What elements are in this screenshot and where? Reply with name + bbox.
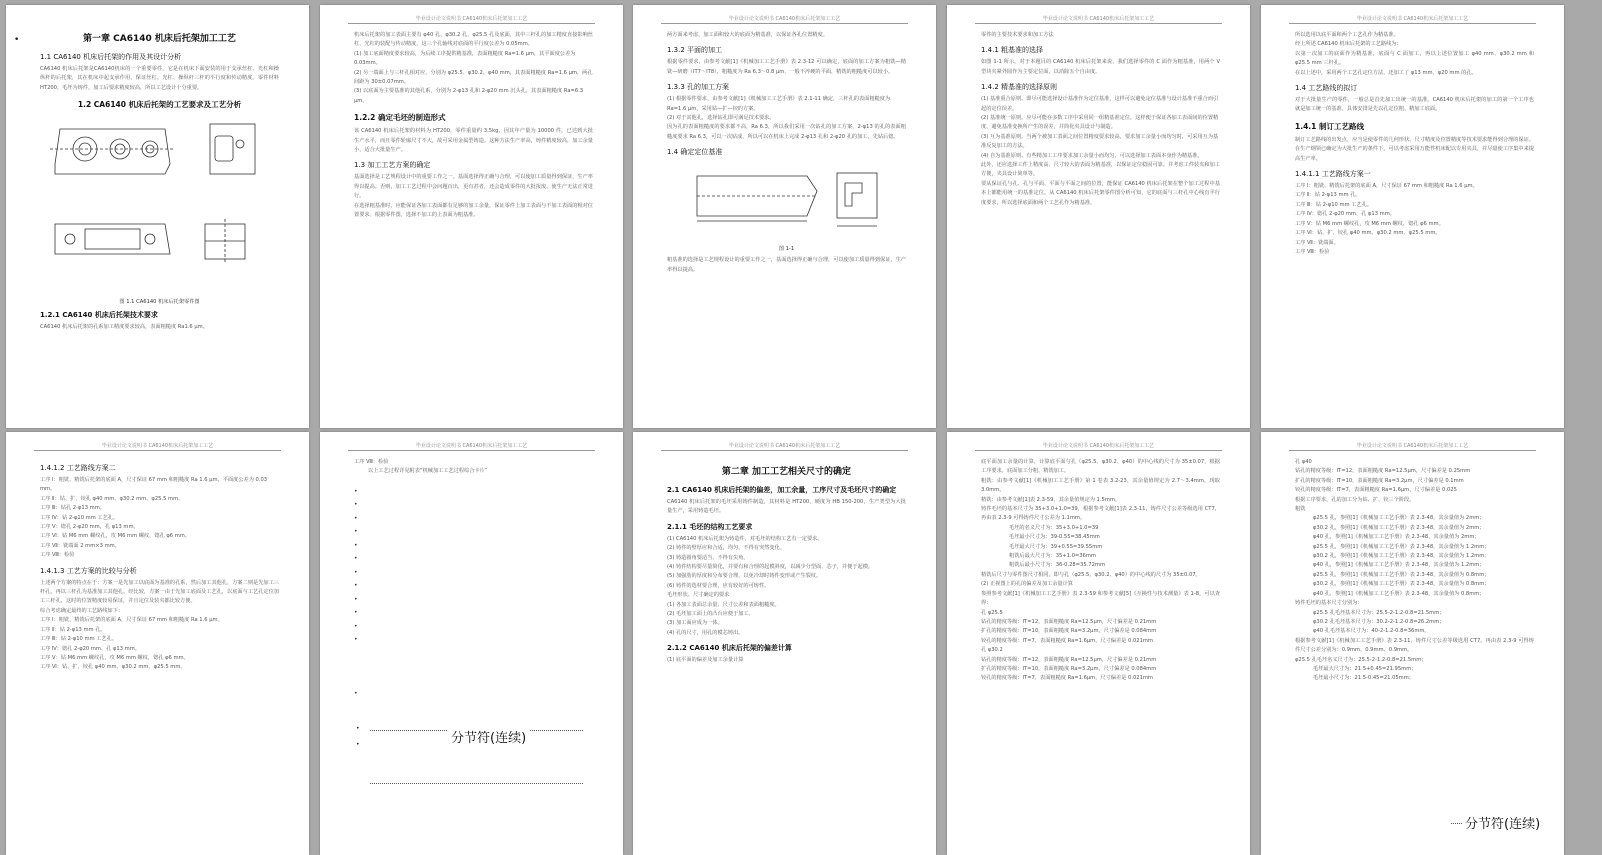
body-paragraph: CA6140 机床后托架是CA6140机床的一个重要零件，它是在机床下面安装的用于支承丝杠、光杠和操纵杆的后托架，其在机床中起支承作用，保证丝杠、光杠、操纵杆三杆的平行度和传动精度。零件材料HT200，毛坯为铸件，加工后要求精度较高，所以工艺设计十分重要。 (40, 66, 279, 91)
page-header: 毕业设计论文说明书 CA6140机床后托架加工工艺 (661, 442, 908, 451)
hole-label: 孔 φ30.2 (981, 647, 1003, 654)
figure-caption: 图 1.1 CA6140 机床后托架零件图 (119, 299, 200, 306)
list-item: (2) 铸件的壁厚应和合适，均匀，不得有突然变化。 (667, 545, 785, 552)
list-item: (3) 铸造圆角要适当，不得有尖角。 (667, 554, 749, 561)
document-page-10 (1261, 432, 1564, 855)
calc-line: 毛坯最小尺寸为：21.5-0.45=21.05mm； (1313, 675, 1414, 682)
dimension-line: 粗铣后最大尺寸为：35+1.0=36mm (1009, 553, 1096, 560)
body-paragraph: 对于大批量生产的零件，一般总是首先加工出统一的基准。CA6140 机床后托架的加工的第一个工序也就是加工统一的基准，具体安排是先以孔定位粗、精加工底面。 (1295, 97, 1534, 113)
body-paragraph: 上述两个方案的特点在于：方案一是先加工以底面为基准的孔系，然后加工其他孔，方案二则是先加工三杆孔，再以三杆孔为基准加工其他孔。经比较，方案一由于先加工底面及工艺孔，以底面与工艺孔定位加工三杆孔，这时的位置精度较易保证，并且定位及装夹都比较方便。 (40, 579, 279, 605)
allowance-line: φ40 孔，参照[1]《机械加工工艺手册》表 2.3-48，其余量值为 0.8mm； (1313, 590, 1485, 597)
paragraph-mark: • (14, 35, 20, 45)
route-step: 工序 Ⅶ：铣端面。 (1295, 239, 1339, 246)
body-paragraph: 粗基准的选择是工艺规程设计的重要工作之一，基面选择得正确与合理，可以使加工质量得到保证，生产率得以提高。 (667, 257, 906, 273)
body-paragraph: 参照参考文献[1]《机械加工工艺手册》表 2.3-59 和参考文献[5]《互换性与技术测量》表 1-8，可以查得： (981, 590, 1220, 607)
route-step: 工序 Ⅵ：钻、扩、铰孔 φ40 mm、φ30.2 mm、φ25.5 mm。 (1295, 230, 1441, 237)
document-page-6 (6, 432, 309, 855)
body-paragraph: 经上所述 CA6140 机床后托架的工艺路线为： (1295, 41, 1402, 48)
allowance-line: φ25.5 孔，参照[1]《机械加工工艺手册》表 2.3-48，其余量值为 2mm； (1313, 515, 1485, 522)
page-header: 毕业设计论文说明书 CA6140机床后托架加工工艺 (1289, 442, 1536, 451)
body-paragraph: 如图 1-1 所示，对于本题目的 CA6140 机床后托架来说，我们选择零件的 C 面作为粗基准，用两个 V 型块夹紧外圆作为主要定位面，以消除五个自由度。 (981, 59, 1220, 75)
route-step: 工序 Ⅳ：钻 2-φ10 mm 工艺孔。 (40, 514, 119, 521)
dimension-line: 毛坯最小尺寸为：39-0.55=38.45mm (1009, 534, 1100, 541)
route-step: 工序 Ⅴ：锪孔 2-φ20 mm，孔 φ13 mm。 (40, 524, 139, 531)
figure-caption: 图 1-1 (778, 246, 795, 253)
dimension-line: 粗铣后最小尺寸为：36-0.28=35.72mm (1009, 562, 1106, 569)
tolerance-line: 铰孔的精度等级：IT=7，表面粗糙度 Ra=1.6μm，尺寸偏差是 0.021mm (981, 637, 1153, 644)
tolerance-line: 钻孔的精度等级：IT=12，表面粗糙度 Ra=12.5μm，尺寸偏差是 0.25mm (1295, 468, 1471, 475)
body-paragraph: 精铣后尺寸与零件图尺寸相同，即与孔（φ25.5、φ30.2、φ40）的中心线的尺寸为 35±0.07。 (981, 571, 1201, 578)
calc-line: φ30.2 孔毛坯基本尺寸为：30.2-2-1.2-0.8=26.2mm； (1313, 618, 1445, 625)
body-paragraph: 根据零件要求，由参考文献[1]《机械加工工艺手册》表 2.3-12 可以确定，底面的加工方案为粗铣—精铣—研磨（IT7～IT8），粗糙度为 Ra 6.3～0.8 μm，一般不淬硬的平面，精铣的粗糙度可以较小。 (667, 59, 906, 75)
route-step: 工序 Ⅵ：钻、扩、铰孔 φ40 mm、φ30.2 mm、φ25.5 mm。 (40, 664, 186, 671)
section-heading: 1.4.2 精基准的选择原则 (981, 83, 1058, 92)
page-header: 毕业设计论文说明书 CA6140机床后托架加工工艺 (34, 442, 281, 451)
body-paragraph: 零件的主要技术要求和加工方法 (981, 32, 1054, 38)
body-paragraph: 以上工艺过程详见附表“机械加工工艺过程综合卡片” (368, 468, 488, 475)
route-step: 工序 Ⅱ：钻 2-φ13 mm 孔。 (40, 626, 106, 633)
body-paragraph: 根据参考文献[1]《机械加工工艺手册》表 2.3-11，铸件尺寸公差等级选用 CT7。再由表 2.3-9 可得铸件尺寸公差分别为：0.9mm、0.9mm、0.9mm。 (1295, 637, 1534, 654)
list-item: (1) 根据零件要求，由参考文献[1]《机械加工工艺手册》表 2.1-11 确定，三杆孔的表面粗糙度为 Ra=1.6 μm，采用钻—扩—铰的方案。 (667, 96, 891, 112)
section-heading: 1.4 确定定位基准 (667, 148, 723, 157)
tolerance-line: 扩孔的精度等级：IT=10，表面粗糙度 Ra=3.2μm，尺寸偏差是 0.1mm (1295, 477, 1464, 484)
route-step: 工序 Ⅱ：钻 2-φ13 mm 孔。 (1295, 192, 1361, 199)
section-heading: 1.4.1 制订工艺路线 (1295, 121, 1364, 131)
route-step: 工序 Ⅳ：锪孔 2-φ20 mm、孔 φ13 mm。 (40, 645, 140, 652)
document-page-2 (320, 5, 623, 428)
list-heading: 粗铣 (1295, 506, 1306, 513)
body-paragraph: 在以上述中，采用两个工艺孔定位方法，还加工了 φ13 mm、φ20 mm 的孔。 (1295, 69, 1477, 76)
route-step: 工序 Ⅰ：粗铣、精铣后托架的底面 A，尺寸保证 67 mm 和粗糙度 Ra 1.6 μm。 (40, 617, 223, 624)
paragraph-mark: • (356, 725, 360, 732)
section-heading: 1.4 工艺路线的拟订 (1295, 84, 1358, 93)
list-item: (1) 基准重合原则。即尽可能选择设计基准作为定位基准，这样可以避免定位基准与设计基准不重合而引起的定位误差。 (981, 96, 1219, 112)
list-item: (5) 加强肋的厚度和分布要合理，以免冷却时铸件变形或产生裂纹。 (667, 573, 822, 580)
section-heading: 1.2.2 确定毛坯的制造形式 (354, 113, 446, 123)
section-heading: 1.2.1 CA6140 机床后托架技术要求 (40, 311, 158, 320)
list-item: (3) 加工面应成为一体。 (667, 620, 723, 627)
document-page-8 (633, 432, 936, 855)
allowance-line: φ25.5 孔，参照[1]《机械加工工艺手册》表 2.3-48，其余量值为 0.8mm； (1313, 571, 1490, 578)
section-break-marker[interactable]: 分节符(连续) (1462, 813, 1543, 832)
section-heading: 1.4.1 粗基准的选择 (981, 46, 1044, 55)
tolerance-line: 钻孔的精度等级：IT=12，表面粗糙度 Ra=12.5μm，尺寸偏差是 0.21mm (981, 656, 1157, 663)
route-step: 工序 Ⅵ：钻 M6 mm 螺纹孔，攻 M6 mm 螺纹，锪孔 φ6 mm。 (40, 533, 191, 540)
section-heading: 2.1.2 CA6140 机床后托架的偏差计算 (667, 644, 792, 653)
body-paragraph: 精铣：由参考文献[1]表 2.3-59，其余量值规定为 1.5mm。 (981, 496, 1121, 503)
section-break-marker[interactable]: 分节符(连续) (448, 727, 529, 746)
route-step: 工序 Ⅰ：粗铣、精铣后托架的底面 A，尺寸保证 67 mm 和粗糙度 Ra 1.6 μm。 (1295, 183, 1478, 190)
section-heading: 1.4.1.1 工艺路线方案一 (1295, 170, 1371, 179)
document-page-7 (320, 432, 623, 855)
document-page-5 (1261, 5, 1564, 428)
chapter-title: 第二章 加工工艺相关尺寸的确定 (721, 467, 852, 477)
locating-datum-figure (677, 161, 897, 241)
page-header: 毕业设计论文说明书 CA6140机床后托架加工工艺 (348, 15, 595, 24)
body-paragraph: CA6140 机床后托架的毛坯采用铸件制造，其材料是 HT200，硬度为 HB 150-200，生产类型为大批量生产，采用铸造毛坯。 (667, 499, 906, 515)
page-header: 毕业设计论文说明书 CA6140机床后托架加工工艺 (1289, 15, 1536, 24)
body-paragraph: 因为孔的表面粗糙度的要求都不高，Ra 6.3，所以我们采用一次钻孔的加工方案，2-φ13 的孔的表面粗糙度要求 Ra 6.3，可以一次钻成，所以可以在机床上完成 2-φ13 孔和 2-φ20 孔的加工，先钻后锪。 (667, 124, 906, 140)
body-paragraph: CA6140 机床后托架的孔系加工精度要求较高，表面粗糙度 Ra1.6 μm。 (40, 324, 208, 331)
empty-paragraph-marks: • • • • • • • • • • • • • (354, 487, 358, 697)
allowance-line: φ30.2 孔，参照[1]《机械加工工艺手册》表 2.3-48，其余量值为 1.2mm； (1313, 553, 1490, 560)
calc-line: φ25.5 孔毛坯名义尺寸为：25.5-2-1.2-0.8=21.5mm； (1295, 656, 1427, 663)
list-item: (2) 对于其他孔，选择钻孔即可满足技术要求。 (667, 115, 775, 122)
list-item: (1) 加工底面精度要求较高，为后续工序提供精基准，表面粗糙度 Ra=1.6 μm，其平面度公差为 0.03mm。 (354, 50, 576, 67)
list-item: (1) 各加工表面总余量、尺寸公差和表面粗糙度。 (667, 601, 780, 608)
page-header: 毕业设计论文说明书 CA6140机床后托架加工工艺 (661, 15, 908, 24)
section-heading: 1.4.1.3 工艺方案的比较与分析 (40, 566, 137, 575)
hole-label: 孔 φ25.5 (981, 609, 1003, 616)
list-heading: 铸件毛坯的基本尺寸分别为： (1295, 600, 1363, 607)
body-paragraph: 基面选择是工艺规程设计中的重要工作之一。基面选择得正确与合理，可以使加工质量得到保证，生产率得以提高。否则，加工工艺过程中会问题百出，更有甚者，还会造成零件的大批报废，使生产无法正常进行。 (354, 174, 593, 200)
route-step: 工序 Ⅲ：钻孔 2-φ13 mm。 (40, 505, 105, 512)
calc-line: 毛坯最大尺寸为：21.5+0.45=21.95mm； (1313, 665, 1417, 672)
route-step: 工序 Ⅴ：钻 M6 mm 螺纹孔，攻 M6 mm 螺纹，锪孔 φ6 mm。 (1295, 220, 1444, 227)
body-paragraph: 两方面来考虑，加工面积较大的底面为精基准，以保证各孔位置精度。 (667, 32, 828, 38)
section-heading: 2.1 CA6140 机床后托架的偏差，加工余量，工序尺寸及毛坯尺寸的确定 (667, 486, 897, 494)
section-heading: 1.3 加工工艺方案的确定 (354, 161, 431, 170)
section-heading: 1.1 CA6140 机床后托架的作用及其设计分析 (40, 53, 182, 61)
body-paragraph: 制订工艺路线的出发点，应当是使零件的几何形状、尺寸精度及位置精度等技术要求能得到合理的保证。在生产纲领已确定为大批生产的条件下，可以考虑采用万能性机床配以专用夹具，并尽量使工序集中来提高生产率。 (1295, 136, 1534, 162)
body-paragraph: 综合考虑确定最终的工艺路线如下： (40, 607, 124, 614)
section-heading: 1.3.2 平面的加工 (667, 46, 723, 55)
route-step: 工序 Ⅶ：铣端面 2 mm×3 mm。 (40, 542, 120, 549)
tolerance-line: 钻孔的精度等级：IT=12，表面粗糙度 Ra=12.5μm，尺寸偏差是 0.21mm (981, 618, 1157, 625)
page-header: 毕业设计论文说明书 CA6140机床后托架加工工艺 (348, 442, 595, 451)
body-paragraph: 以第一次加工的底面作为精基准，底面与 C 面加工，再以上述位置加工 φ40 mm、φ30.2 mm 和 φ25.5 mm 三杆孔。 (1295, 50, 1534, 67)
paragraph-mark: • (356, 741, 360, 748)
tolerance-line: 铰孔的精度等级：IT=7，表面粗糙度 Ra=1.6μm，尺寸偏差是 0.025 (1295, 487, 1457, 494)
route-step: 工序 Ⅷ：检验 (1295, 248, 1330, 255)
route-step: 工序 Ⅷ：检验 (354, 459, 389, 465)
list-item: (6) 铸件的选材要合理，应有较好的可铸性。 (667, 582, 770, 589)
allowance-line: φ30.2 孔，参照[1]《机械加工工艺手册》表 2.3-48，其余量值为 2mm； (1313, 524, 1485, 531)
allowance-line: φ40 孔，参照[1]《机械加工工艺手册》表 2.3-48，其余量值为 2mm； (1313, 534, 1480, 541)
list-item: (1) 底平面的偏差及加工余量计算 (667, 657, 744, 664)
body-paragraph: 所以选用以底平面和两个工艺孔作为精基准。 (1295, 32, 1399, 38)
tolerance-line: 扩孔的精度等级：IT=10，表面粗糙度 Ra=3.2μm，尺寸偏差是 0.084mm (981, 665, 1157, 672)
body-paragraph: 铸件毛坯的基本尺寸为 35+3.0+1.0=39，根据参考文献[1]表 2.3-11，铸件尺寸公差等级选用 CT7，再由表 2.3-9 可得铸件尺寸公差为 1.1mm。 (981, 506, 1220, 522)
body-paragraph: 根据工序要求，孔的加工分为钻、扩、铰三个阶段。 (1295, 496, 1415, 503)
allowance-line: φ30.2 孔，参照[1]《机械加工工艺手册》表 2.3-48，其余量值为 0.8mm； (1313, 581, 1490, 588)
body-paragraph: 底平面加工余量的计算，计算底平面与孔（φ25.5、φ30.2、φ40）的中心线的尺寸为 35±0.07，根据工序要求，底面加工分粗、精铣加工。 (981, 459, 1220, 475)
body-paragraph: 要从保证孔与孔、孔与平面、平面与平面之间的位置，能保证 CA6140 机床后托架在整个加工过程中基本上都能用统一的基准定位。从 CA6140 机床后托架零件图分析可知，它的底面与三杆孔中心线有平行度要求，所以选择底面和两个工艺孔作为精基准。 (981, 180, 1220, 206)
tolerance-line: 扩孔的精度等级：IT=10，表面粗糙度 Ra=3.2μm，尺寸偏差是 0.084mm (981, 628, 1157, 635)
section-heading: 2.1.1 毛坯的结构工艺要求 (667, 522, 753, 531)
list-item: (4) 铸件结构要尽量简化，并要有和合理的起模斜度，以减少分型面、芯子，并便于起模。 (667, 564, 874, 571)
body-paragraph: 在选择粗基准时，应能保证各加工表面都有足够的加工余量，保证零件上加工表面与不加工表面的相对位置要求。根据零件图，选择不加工的上表面为粗基准。 (354, 202, 593, 219)
chapter-title: 第一章 CA6140 机床后托架加工工艺 (83, 34, 236, 44)
part-drawing-figure (45, 114, 275, 294)
tolerance-line: 铰孔的精度等级：IT=7，表面粗糙度 Ra=1.6μm，尺寸偏差是 0.021mm (981, 675, 1153, 682)
dimension-line: 毛坯最大尺寸为：39+0.55=39.55mm (1009, 543, 1103, 550)
list-item: (3) 互为基准原则。当两个被加工表面之间位置精度要求较高，要求加工余量小而均匀时，可采用互为基准反复加工的方法。 (981, 133, 1219, 150)
section-heading: 1.2 CA6140 机床后托架的工艺要求及工艺分析 (77, 100, 242, 110)
document-page-4 (947, 5, 1250, 428)
list-item: (4) 自为基准原则。有些精加工工序要求加工余量小而均匀，可以选择加工表面本身作为精基准。 (981, 152, 1203, 159)
calc-line: φ40 孔毛坯基本尺寸为：40-2-1.2-0.8=36mm。 (1313, 628, 1430, 635)
route-step: 工序 Ⅱ：钻、扩、铰孔 φ40 mm、φ30.2 mm、φ25.5 mm。 (40, 495, 184, 502)
route-step: 工序 Ⅲ：钻 2-φ10 mm 工艺孔。 (40, 636, 117, 643)
body-paragraph: 机床后托架的加工表面主要有 φ40 孔、φ30.2 孔、φ25.5 孔及底面，其中三杆孔的加工精度直接影响丝杠、光杠的装配与传动精度，这三个孔轴线对底面的平行度公差为 0.05mm。 (354, 32, 593, 48)
route-step: 工序 Ⅳ：锪孔 2-φ20 mm、孔 φ13 mm。 (1295, 211, 1395, 218)
calc-line: φ25.5 孔毛坯基本尺寸为：25.5-2-1.2-0.8=21.5mm； (1313, 609, 1445, 616)
document-page-3 (633, 5, 936, 428)
list-item: (4) 孔的尺寸，用孔的模芯铸出。 (667, 629, 744, 636)
list-heading: 毛坯形状、尺寸确定的要求 (667, 592, 730, 599)
allowance-line: φ25.5 孔，参照[1]《机械加工工艺手册》表 2.3-48，其余量值为 1.2mm； (1313, 543, 1490, 550)
allowance-line: φ40 孔，参照[1]《机械加工工艺手册》表 2.3-48，其余量值为 1.2mm； (1313, 562, 1485, 569)
body-paragraph: 此外，还应选择工件上精度高、尺寸较大的表面为精基准，以保证定位稳固可靠。并考虑工件装夹和加工方便，夹具设计简单等。 (981, 162, 1220, 178)
body-paragraph: 该 CA6140 机床后托架的材料为 HT200，零件重量约 3.5kg，因其年产量为 10000 件，已达到大批生产水平，而且零件轮廓尺寸不大，故可采用金属型铸造。这种方法生产率高，铸件精度较高，加工余量小，适合大批量生产。 (354, 128, 593, 154)
route-step: 工序 Ⅰ：粗铣、精铣后托架的底面 A，尺寸保证 67 mm 和粗糙度 Ra 1.6 μm，平面度公差为 0.03 mm。 (40, 477, 268, 493)
body-paragraph: 粗铣：由参考文献[1]《机械加工工艺手册》第 1 卷表 3.2-23，其余量值规定为 2.7～3.4mm，现取 3.0mm。 (981, 477, 1220, 494)
list-item: (3) 以底面为主要基准的其他孔系，分别为 2-φ13 孔和 2-φ20 mm 沉头孔，其表面粗糙度 Ra=6.3 μm。 (354, 88, 584, 104)
document-page-1 (6, 5, 309, 428)
route-step: 工序 Ⅲ：钻 2-φ10 mm 工艺孔。 (1295, 201, 1372, 208)
dimension-line: 毛坯的名义尺寸为：35+3.0+1.0=39 (1009, 524, 1099, 531)
list-item: (2) 基准统一原则。应尽可能在多数工序中采用同一组精基准定位，这样便于保证各加工表面间的位置精度，避免基准变换所产生的误差，并简化夹具设计与制造。 (981, 115, 1219, 131)
section-heading: 1.4.1.2 工艺路线方案二 (40, 464, 116, 472)
route-step: 工序 Ⅴ：钻 M6 mm 螺纹孔，攻 M6 mm 螺纹，锪孔 φ6 mm。 (40, 654, 189, 661)
list-item: (2) 另一端面上与三杆孔相对应，分别为 φ25.5、φ30.2、φ40 mm，其表面粗糙度 Ra=1.6 μm，两孔间距为 30±0.07mm。 (354, 69, 593, 86)
section-heading: 1.3.3 孔的加工方案 (667, 83, 730, 92)
section-break-line (370, 783, 583, 784)
page-header: 毕业设计论文说明书 CA6140机床后托架加工工艺 (975, 442, 1222, 451)
list-item: (2) 毛坯加工面上的凸台应便于加工。 (667, 611, 754, 618)
route-step: 工序 Ⅷ：检验 (40, 552, 75, 559)
page-header: 毕业设计论文说明书 CA6140机床后托架加工工艺 (975, 15, 1222, 24)
document-page-9 (947, 432, 1250, 855)
hole-label: 孔 φ40 (1295, 459, 1312, 465)
body-paragraph: (2) 正视图上的孔的偏差及加工余量计算 (981, 581, 1073, 588)
list-item: (1) CA6140 机床后托架为铸造件，对毛坯的结构工艺有一定要求。 (667, 535, 823, 542)
